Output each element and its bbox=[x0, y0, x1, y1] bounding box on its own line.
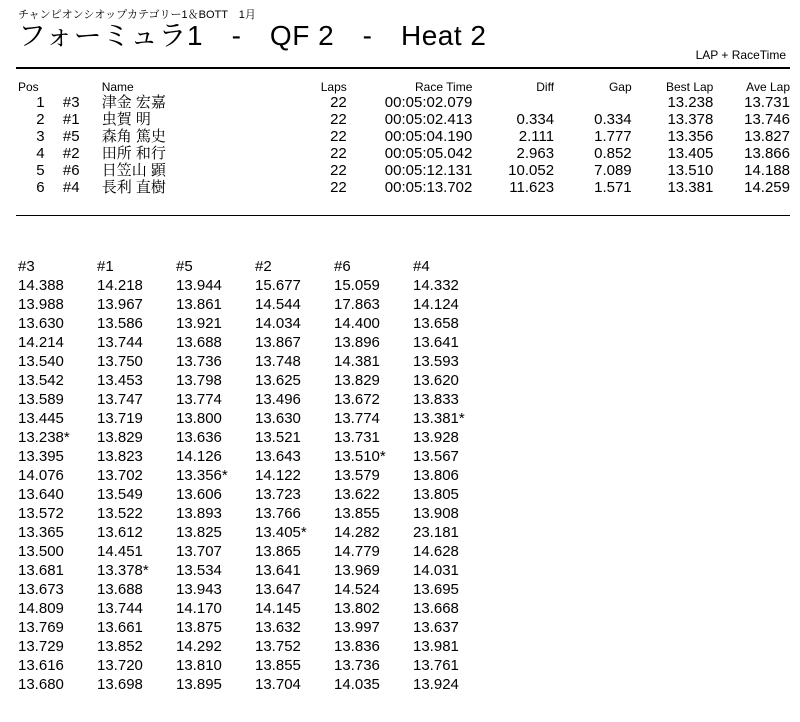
lap-time-cell: 13.800 bbox=[176, 410, 222, 427]
lap-time-cell: 13.761 bbox=[413, 657, 459, 674]
result-best-lap: 13.238 bbox=[667, 94, 714, 111]
table-row bbox=[18, 128, 790, 145]
lap-time-cell: 14.451 bbox=[97, 543, 143, 560]
lap-time-cell: 13.453 bbox=[97, 372, 143, 389]
lap-row bbox=[18, 371, 492, 390]
lap-time-cell: 13.723 bbox=[255, 486, 301, 503]
lap-row bbox=[18, 390, 492, 409]
lap-time-cell: 14.145 bbox=[255, 600, 301, 617]
col-gap: Gap bbox=[608, 80, 632, 94]
lap-time-cell: 13.855 bbox=[255, 657, 301, 674]
lap-time-cell: 13.661 bbox=[97, 619, 143, 636]
lap-time-cell: 13.606 bbox=[176, 486, 222, 503]
result-pos: 3 bbox=[36, 128, 45, 145]
result-race-time: 00:05:05.042 bbox=[384, 145, 473, 162]
lap-time-cell: 13.861 bbox=[176, 296, 222, 313]
lap-time-cell: 13.542 bbox=[18, 372, 64, 389]
result-kart-number: #5 bbox=[62, 128, 80, 145]
lap-row bbox=[18, 314, 492, 333]
result-best-lap: 13.381 bbox=[667, 179, 714, 196]
lap-time-cell: 13.774 bbox=[334, 410, 380, 427]
lap-time-cell: 13.356* bbox=[176, 467, 228, 484]
result-diff: 10.052 bbox=[508, 162, 555, 179]
lap-time-cell: 14.122 bbox=[255, 467, 301, 484]
lap-time-cell: 13.641 bbox=[255, 562, 301, 579]
lap-time-cell: 13.445 bbox=[18, 410, 64, 427]
result-pos: 2 bbox=[36, 111, 45, 128]
lap-row bbox=[18, 485, 492, 504]
lap-time-cell: 13.534 bbox=[176, 562, 222, 579]
lap-time-cell: 14.524 bbox=[334, 581, 380, 598]
page-title: フォーミュラ1 - QF 2 - Heat 2 bbox=[18, 20, 487, 51]
lap-time-cell: 13.855 bbox=[334, 505, 380, 522]
lap-time-cell: 13.702 bbox=[97, 467, 143, 484]
lap-time-cell: 13.704 bbox=[255, 676, 301, 693]
lap-row bbox=[18, 618, 492, 637]
lap-time-cell: 14.124 bbox=[413, 296, 459, 313]
lap-time-cell: 13.673 bbox=[18, 581, 64, 598]
lap-time-cell: 13.365 bbox=[18, 524, 64, 541]
lap-time-cell: 14.809 bbox=[18, 600, 64, 617]
lap-column-header: #3 bbox=[18, 258, 35, 275]
lap-time-cell: 13.668 bbox=[413, 600, 459, 617]
col-diff: Diff bbox=[536, 80, 555, 94]
lap-time-cell: 14.292 bbox=[176, 638, 222, 655]
lap-time-cell: 13.867 bbox=[255, 334, 301, 351]
col-no bbox=[63, 80, 102, 94]
result-ave-lap: 13.731 bbox=[744, 94, 790, 111]
lap-times-header-row bbox=[18, 258, 492, 276]
lap-time-cell: 13.943 bbox=[176, 581, 222, 598]
header-divider bbox=[16, 67, 790, 69]
lap-row bbox=[18, 333, 492, 352]
lap-time-cell: 13.632 bbox=[255, 619, 301, 636]
lap-time-cell: 13.637 bbox=[413, 619, 459, 636]
lap-time-cell: 13.805 bbox=[413, 486, 459, 503]
results-body bbox=[18, 94, 790, 196]
result-race-time: 00:05:02.079 bbox=[384, 94, 473, 111]
lap-row bbox=[18, 561, 492, 580]
lap-time-cell: 13.875 bbox=[176, 619, 222, 636]
result-race-time: 00:05:13.702 bbox=[384, 179, 473, 196]
result-driver-name: 田所 和行 bbox=[101, 145, 166, 162]
lap-time-cell: 13.496 bbox=[255, 391, 301, 408]
lap-time-cell: 13.698 bbox=[97, 676, 143, 693]
lap-time-cell: 14.332 bbox=[413, 277, 459, 294]
lap-time-cell: 13.593 bbox=[413, 353, 459, 370]
table-row bbox=[18, 179, 790, 196]
result-driver-name: 長利 直樹 bbox=[101, 179, 166, 196]
lap-time-cell: 13.896 bbox=[334, 334, 380, 351]
lap-time-cell: 13.572 bbox=[18, 505, 64, 522]
col-best-lap: Best Lap bbox=[665, 80, 714, 94]
lap-time-cell: 13.969 bbox=[334, 562, 380, 579]
lap-time-cell: 13.636 bbox=[176, 429, 222, 446]
lap-time-cell: 14.388 bbox=[18, 277, 64, 294]
result-laps: 22 bbox=[330, 179, 347, 196]
result-laps: 22 bbox=[330, 128, 347, 145]
lap-time-cell: 14.214 bbox=[18, 334, 64, 351]
lap-time-cell: 14.076 bbox=[18, 467, 64, 484]
table-row bbox=[18, 94, 790, 111]
event-subtitle: チャンピオンシオップカテゴリー1＆BOTT 1月 bbox=[18, 9, 256, 21]
lap-time-cell: 13.640 bbox=[18, 486, 64, 503]
lap-time-cell: 13.612 bbox=[97, 524, 143, 541]
lap-time-cell: 13.829 bbox=[334, 372, 380, 389]
lap-column-header: #6 bbox=[334, 258, 351, 275]
lap-time-cell: 17.863 bbox=[334, 296, 380, 313]
result-pos: 5 bbox=[36, 162, 45, 179]
result-kart-number: #6 bbox=[62, 162, 80, 179]
lap-time-cell: 13.766 bbox=[255, 505, 301, 522]
result-diff bbox=[472, 94, 554, 111]
result-best-lap: 13.356 bbox=[667, 128, 714, 145]
result-driver-name: 森角 篤史 bbox=[101, 128, 166, 145]
lap-time-cell: 14.031 bbox=[413, 562, 459, 579]
lap-time-cell: 13.908 bbox=[413, 505, 459, 522]
result-driver-name: 虫賀 明 bbox=[101, 111, 151, 128]
lap-time-cell: 13.681 bbox=[18, 562, 64, 579]
lap-time-cell: 14.381 bbox=[334, 353, 380, 370]
lap-time-cell: 14.544 bbox=[255, 296, 301, 313]
lap-time-cell: 13.622 bbox=[334, 486, 380, 503]
lap-time-cell: 13.647 bbox=[255, 581, 301, 598]
col-pos: Pos bbox=[18, 80, 39, 94]
result-ave-lap: 14.259 bbox=[744, 179, 790, 196]
lap-time-cell: 13.893 bbox=[176, 505, 222, 522]
lap-time-cell: 13.378* bbox=[97, 562, 149, 579]
lap-time-cell: 13.522 bbox=[97, 505, 143, 522]
result-gap: 7.089 bbox=[594, 162, 632, 179]
lap-time-cell: 13.540 bbox=[18, 353, 64, 370]
lap-time-cell: 13.630 bbox=[18, 315, 64, 332]
result-gap: 1.777 bbox=[594, 128, 632, 145]
result-best-lap: 13.405 bbox=[667, 145, 714, 162]
result-kart-number: #3 bbox=[62, 94, 80, 111]
lap-time-cell: 13.750 bbox=[97, 353, 143, 370]
lap-column-header: #1 bbox=[97, 258, 114, 275]
result-race-time: 00:05:02.413 bbox=[384, 111, 473, 128]
result-best-lap: 13.510 bbox=[667, 162, 714, 179]
lap-time-cell: 13.616 bbox=[18, 657, 64, 674]
lap-time-cell: 13.680 bbox=[18, 676, 64, 693]
result-gap: 0.334 bbox=[594, 111, 632, 128]
result-laps: 22 bbox=[330, 162, 347, 179]
lap-time-cell: 14.400 bbox=[334, 315, 380, 332]
lap-row bbox=[18, 656, 492, 675]
result-pos: 1 bbox=[36, 94, 45, 111]
lap-time-cell: 13.395 bbox=[18, 448, 64, 465]
lap-time-cell: 13.567 bbox=[413, 448, 459, 465]
col-ave-lap: Ave Lap bbox=[746, 80, 790, 94]
result-gap bbox=[554, 94, 632, 111]
lap-time-cell: 13.707 bbox=[176, 543, 222, 560]
result-laps: 22 bbox=[330, 145, 347, 162]
lap-time-cell: 14.126 bbox=[176, 448, 222, 465]
lap-time-cell: 13.752 bbox=[255, 638, 301, 655]
lap-time-cell: 13.748 bbox=[255, 353, 301, 370]
result-race-time: 00:05:12.131 bbox=[384, 162, 473, 179]
col-name: Name bbox=[101, 80, 134, 94]
lap-time-cell: 13.238* bbox=[18, 429, 70, 446]
lap-time-cell: 13.769 bbox=[18, 619, 64, 636]
result-kart-number: #1 bbox=[62, 111, 80, 128]
result-ave-lap: 13.866 bbox=[744, 145, 790, 162]
lap-time-cell: 13.672 bbox=[334, 391, 380, 408]
lap-time-cell: 13.641 bbox=[413, 334, 459, 351]
lap-time-cell: 13.643 bbox=[255, 448, 301, 465]
result-ave-lap: 14.188 bbox=[744, 162, 790, 179]
lap-column-header: #2 bbox=[255, 258, 272, 275]
lap-row bbox=[18, 580, 492, 599]
result-pos: 4 bbox=[36, 145, 45, 162]
result-driver-name: 津金 宏嘉 bbox=[101, 94, 166, 111]
lap-column-header: #4 bbox=[413, 258, 430, 275]
lap-time-cell: 13.744 bbox=[97, 600, 143, 617]
table-row bbox=[18, 111, 790, 128]
lap-time-cell: 14.282 bbox=[334, 524, 380, 541]
result-driver-name: 日笠山 顕 bbox=[101, 162, 166, 179]
lap-row bbox=[18, 466, 492, 485]
lap-time-cell: 13.510* bbox=[334, 448, 386, 465]
lap-time-cell: 13.825 bbox=[176, 524, 222, 541]
result-diff: 0.334 bbox=[516, 111, 555, 128]
results-header-row bbox=[18, 80, 790, 94]
lap-row bbox=[18, 352, 492, 371]
lap-time-cell: 14.779 bbox=[334, 543, 380, 560]
lap-row bbox=[18, 428, 492, 447]
lap-time-cell: 13.736 bbox=[334, 657, 380, 674]
lap-time-cell: 13.729 bbox=[18, 638, 64, 655]
result-best-lap: 13.378 bbox=[667, 111, 714, 128]
table-row bbox=[18, 145, 790, 162]
lap-time-cell: 13.997 bbox=[334, 619, 380, 636]
lap-time-cell: 13.944 bbox=[176, 277, 222, 294]
lap-time-cell: 14.035 bbox=[334, 676, 380, 693]
lap-time-cell: 13.928 bbox=[413, 429, 459, 446]
lap-time-cell: 13.744 bbox=[97, 334, 143, 351]
lap-row bbox=[18, 675, 492, 694]
lap-row bbox=[18, 295, 492, 314]
lap-row bbox=[18, 409, 492, 428]
lap-row bbox=[18, 637, 492, 656]
lap-row bbox=[18, 542, 492, 561]
lap-time-cell: 13.736 bbox=[176, 353, 222, 370]
lap-time-cell: 13.924 bbox=[413, 676, 459, 693]
lap-time-cell: 13.731 bbox=[334, 429, 380, 446]
result-laps: 22 bbox=[330, 111, 347, 128]
lap-time-cell: 13.967 bbox=[97, 296, 143, 313]
result-laps: 22 bbox=[330, 94, 347, 111]
lap-time-cell: 14.170 bbox=[176, 600, 222, 617]
lap-column-header: #5 bbox=[176, 258, 193, 275]
result-ave-lap: 13.746 bbox=[744, 111, 790, 128]
lap-time-cell: 13.658 bbox=[413, 315, 459, 332]
lap-row bbox=[18, 504, 492, 523]
lap-time-cell: 13.688 bbox=[176, 334, 222, 351]
lap-time-cell: 13.852 bbox=[97, 638, 143, 655]
lap-time-cell: 13.381* bbox=[413, 410, 465, 427]
result-kart-number: #2 bbox=[62, 145, 80, 162]
lap-time-cell: 14.034 bbox=[255, 315, 301, 332]
lap-time-cell: 13.747 bbox=[97, 391, 143, 408]
lap-times-body bbox=[18, 276, 492, 694]
result-diff: 11.623 bbox=[509, 179, 555, 196]
lap-time-cell: 13.921 bbox=[176, 315, 222, 332]
result-pos: 6 bbox=[36, 179, 45, 196]
lap-time-cell: 13.630 bbox=[255, 410, 301, 427]
lap-row bbox=[18, 447, 492, 466]
lap-time-cell: 13.549 bbox=[97, 486, 143, 503]
lap-time-cell: 13.865 bbox=[255, 543, 301, 560]
result-diff: 2.111 bbox=[518, 128, 555, 145]
lap-times-table bbox=[18, 258, 492, 694]
col-laps: Laps bbox=[320, 80, 347, 94]
lap-time-cell: 13.895 bbox=[176, 676, 222, 693]
lap-row bbox=[18, 523, 492, 542]
lap-time-cell: 13.688 bbox=[97, 581, 143, 598]
lap-time-cell: 13.981 bbox=[413, 638, 459, 655]
lap-time-cell: 13.823 bbox=[97, 448, 143, 465]
col-race-time: Race Time bbox=[415, 80, 473, 94]
result-diff: 2.963 bbox=[516, 145, 555, 162]
lap-time-cell: 13.836 bbox=[334, 638, 380, 655]
report-mode-label: LAP + RaceTime bbox=[695, 48, 786, 62]
lap-time-cell: 14.628 bbox=[413, 543, 459, 560]
lap-time-cell: 13.802 bbox=[334, 600, 380, 617]
lap-time-cell: 13.988 bbox=[18, 296, 64, 313]
lap-row bbox=[18, 276, 492, 295]
lap-time-cell: 13.625 bbox=[255, 372, 301, 389]
lap-time-cell: 13.586 bbox=[97, 315, 143, 332]
result-ave-lap: 13.827 bbox=[744, 128, 790, 145]
results-divider bbox=[16, 215, 790, 216]
results-table bbox=[18, 80, 790, 196]
result-race-time: 00:05:04.190 bbox=[384, 128, 473, 145]
lap-time-cell: 13.579 bbox=[334, 467, 380, 484]
lap-time-cell: 13.405* bbox=[255, 524, 307, 541]
lap-time-cell: 23.181 bbox=[413, 524, 459, 541]
lap-time-cell: 15.059 bbox=[334, 277, 380, 294]
table-row bbox=[18, 162, 790, 179]
lap-time-cell: 13.810 bbox=[176, 657, 222, 674]
lap-time-cell: 13.695 bbox=[413, 581, 459, 598]
lap-time-cell: 13.589 bbox=[18, 391, 64, 408]
lap-time-cell: 13.833 bbox=[413, 391, 459, 408]
result-gap: 1.571 bbox=[594, 179, 632, 196]
lap-time-cell: 13.806 bbox=[413, 467, 459, 484]
result-kart-number: #4 bbox=[62, 179, 80, 196]
lap-time-cell: 13.500 bbox=[18, 543, 64, 560]
lap-time-cell: 13.774 bbox=[176, 391, 222, 408]
lap-row bbox=[18, 599, 492, 618]
lap-time-cell: 13.719 bbox=[97, 410, 143, 427]
lap-time-cell: 13.829 bbox=[97, 429, 143, 446]
lap-time-cell: 13.720 bbox=[97, 657, 143, 674]
lap-time-cell: 15.677 bbox=[255, 277, 301, 294]
result-gap: 0.852 bbox=[594, 145, 632, 162]
lap-time-cell: 13.521 bbox=[255, 429, 301, 446]
lap-time-cell: 13.620 bbox=[413, 372, 459, 389]
lap-time-cell: 13.798 bbox=[176, 372, 222, 389]
lap-time-cell: 14.218 bbox=[97, 277, 143, 294]
